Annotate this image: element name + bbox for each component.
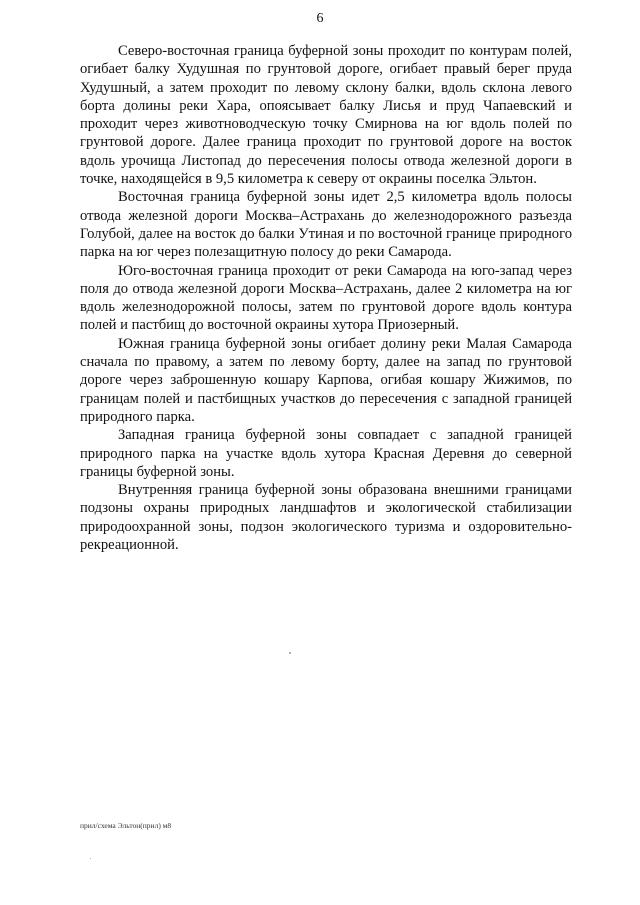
scan-speck — [90, 858, 91, 859]
scan-speck — [289, 652, 291, 654]
footer-file-note: прил/схема Эльтон(прил) м8 — [80, 821, 172, 830]
paragraph-east-border: Восточная граница буферной зоны идет 2,5 километра вдоль полосы отвода железной дороги Москва–Астрахань до железнодорожного разъезда Голубой, далее на восток до балки Утиная и по восточной границе природного парка на юг через полезащитную полосу до реки Самарода. — [80, 189, 572, 261]
paragraph-southeast-border: Юго-восточная граница проходит от реки Самарода на юго-запад через поля до отвода железной дороги Москва–Астрахань, далее 2 километра на юг вдоль железнодорожной полосы, затем по грунтовой дороге вдоль контура полей и пастбищ до восточной окраины хутора Приозерный. — [80, 262, 572, 334]
paragraph-south-border: Южная граница буферной зоны огибает долину реки Малая Самарода сначала по правому, а затем по левому борту, далее на запад по грунтовой дороге через заброшенную кошару Карпова, огибая кошару Жижимов, по границам полей и пастбищных участков до пересечения с западной границей природного парка. — [80, 335, 572, 425]
body-text — [80, 42, 572, 554]
paragraph-inner-border: Внутренняя граница буферной зоны образована внешними границами подзоны охраны природных ландшафтов и экологической стабилизации природоохранной зоны, подзон экологического туризма и оздоровительно-рекреационной. — [80, 482, 572, 554]
page-number: 6 — [316, 11, 324, 26]
paragraph-northeast-border: Северо-восточная граница буферной зоны проходит по контурам полей, огибает балку Худушная по грунтовой дороге, огибает правый берег пруда Худушный, а затем проходит по левому склону балки, вдоль склона левого борта долины реки Хара, опоясывает балку Лисья и пруд Чапаевский и проходит через животноводческую точку Смирнова на юг вдоль полей по грунтовой дороге. Далее граница проходит по грунтовой дороге на восток вдоль урочища Листопад до пересечения полосы отвода железной дороги в точке, находящейся в 9,5 километра к северу от окраины поселка Эльтон. — [80, 43, 572, 188]
paragraph-west-border: Западная граница буферной зоны совпадает с западной границей природного парка на участке вдоль хутора Красная Деревня до северной границы буферной зоны. — [80, 427, 572, 480]
